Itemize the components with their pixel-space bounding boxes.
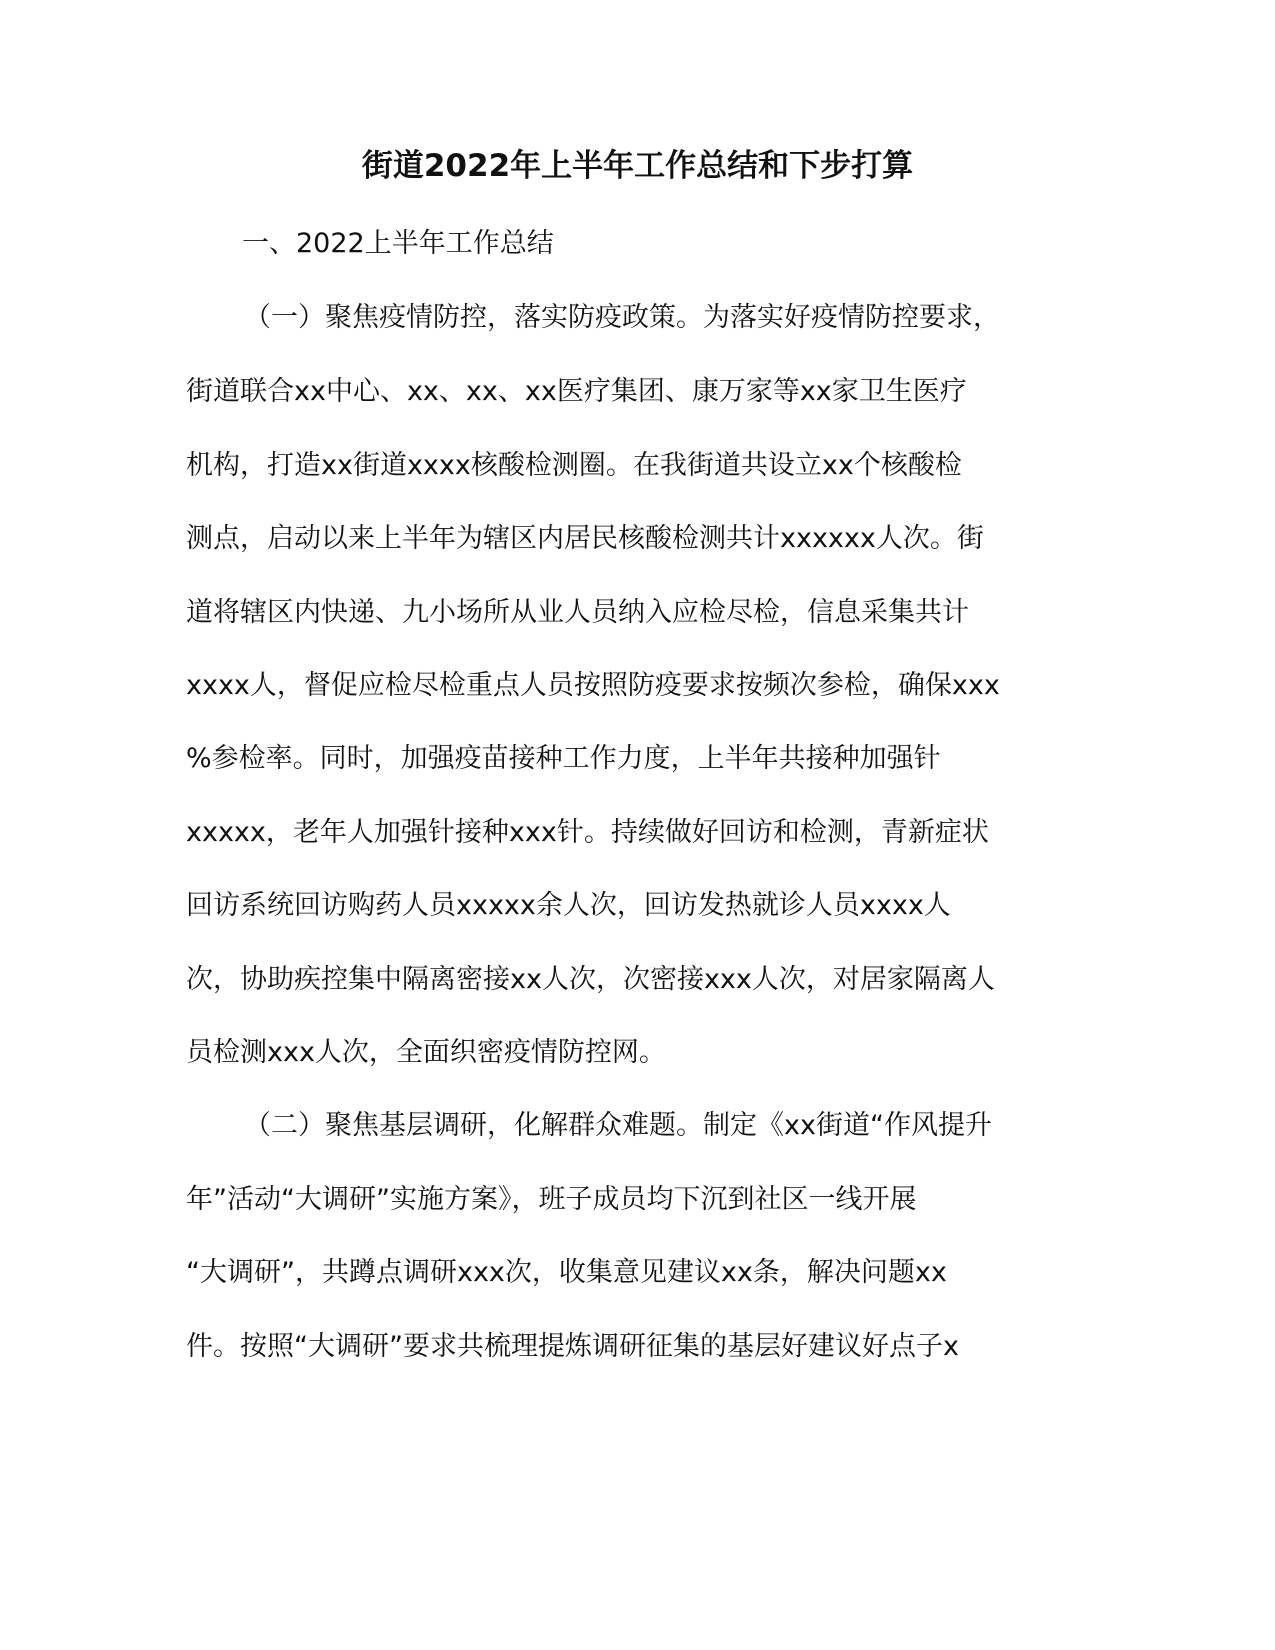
paragraph-2-line: “大调研”，共蹲点调研xxx次，收集意见建议xx条，解决问题xx [186, 1257, 947, 1288]
paragraph-1-line: 街道联合xx中心、xx、xx、xx医疗集团、康万家等xx家卫生医疗 [186, 376, 967, 407]
paragraph-1-line: 道将辖区内快递、九小场所从业人员纳入应检尽检，信息采集共计 [186, 597, 969, 628]
paragraph-1-line: 测点，启动以来上半年为辖区内居民核酸检测共计xxxxxx人次。街 [186, 523, 984, 554]
paragraph-1-line: 员检测xxx人次，全面织密疫情防控网。 [186, 1037, 666, 1068]
paragraph-2-line: （二）聚焦基层调研，化解群众难题。制定《xx街道“作风提升 [244, 1110, 992, 1141]
paragraph-1-line: （一）聚焦疫情防控，落实防疫政策。为落实好疫情防控要求， [244, 302, 1000, 333]
paragraph-1-line: xxxx人，督促应检尽检重点人员按照防疫要求按频次参检，确保xxx [186, 670, 1000, 701]
paragraph-1-line: %参检率。同时，加强疫苗接种工作力度，上半年共接种加强针 [186, 743, 941, 774]
paragraph-1-line: 机构，打造xx街道xxxx核酸检测圈。在我街道共设立xx个核酸检 [186, 450, 962, 481]
paragraph-1-line: 回访系统回访购药人员xxxxx余人次，回访发热就诊人员xxxx人 [186, 890, 951, 921]
paragraph-1-line: xxxxx，老年人加强针接种xxx针。持续做好回访和检测，青新症状 [186, 817, 989, 848]
document-title: 街道2022年上半年工作总结和下步打算 [361, 148, 914, 184]
section-heading: 一、2022上半年工作总结 [242, 228, 554, 259]
paragraph-2-line: 年”活动“大调研”实施方案》，班子成员均下沉到社区一线开展 [186, 1184, 917, 1215]
paragraph-2-line: 件。按照“大调研”要求共梳理提炼调研征集的基层好建议好点子x [186, 1331, 959, 1362]
paragraph-1-line: 次，协助疾控集中隔离密接xx人次，次密接xxx人次，对居家隔离人 [186, 964, 995, 995]
